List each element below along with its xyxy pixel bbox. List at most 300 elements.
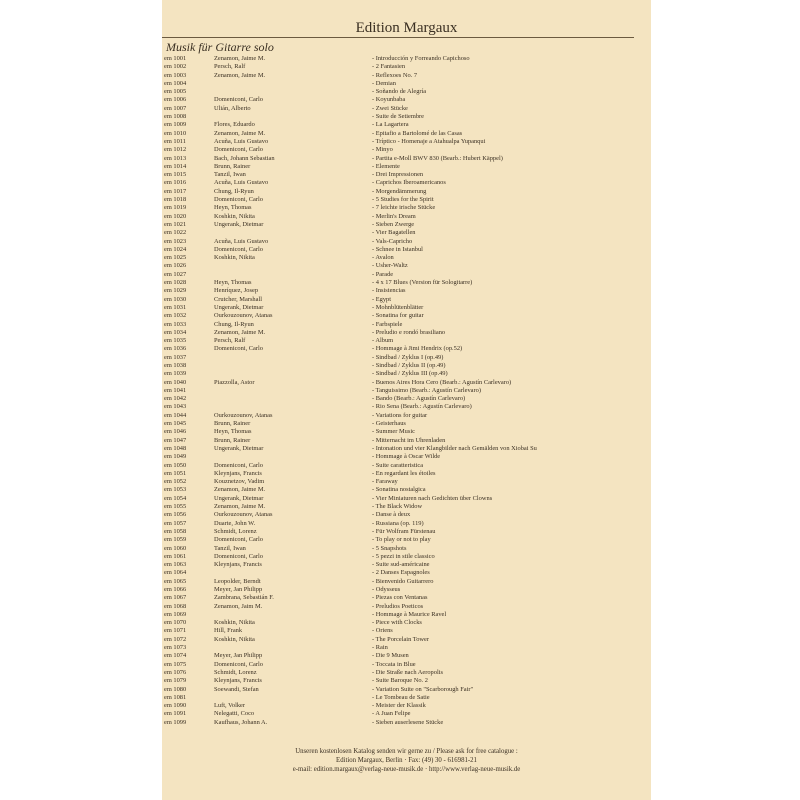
entry-number: em 1050 <box>164 461 187 469</box>
entry-title: - Sindbad / Zyklus I (op.49) <box>372 353 444 361</box>
entry-number: em 1064 <box>164 569 187 577</box>
catalog-entry <box>162 146 651 154</box>
entry-composer: Heyn, Thomas <box>214 428 252 436</box>
entry-title: - Odysseus <box>372 586 401 593</box>
entry-composer: Duarte, John W. <box>214 519 256 527</box>
catalog-entry <box>162 495 651 503</box>
entry-title: - Album <box>372 337 394 345</box>
entry-number: em 1051 <box>164 469 187 477</box>
entry-number: em 1075 <box>164 660 187 668</box>
catalog-entry <box>162 686 651 694</box>
catalog-entry <box>162 420 651 428</box>
entry-composer: Koshkin, Nikita <box>214 212 255 220</box>
entry-number: em 1032 <box>164 312 187 320</box>
entry-number: em 1040 <box>164 378 187 386</box>
entry-composer: Leopolder, Berndt <box>214 577 261 585</box>
entry-composer: Kleynjans, Francis <box>214 677 262 685</box>
entry-number: em 1076 <box>164 668 187 676</box>
entry-number: em 1071 <box>164 627 187 635</box>
entry-composer: Heyn, Thomas <box>214 279 252 287</box>
entry-title: - Oriens <box>372 627 393 635</box>
entry-composer: Zenamon, Jaime M. <box>214 503 266 511</box>
catalog-entry <box>162 561 651 569</box>
catalog-entry <box>162 403 651 411</box>
entry-number: em 1063 <box>164 561 187 569</box>
entry-composer: Chung, Il-Ryun <box>214 320 254 328</box>
catalog-entry <box>162 387 651 395</box>
entry-number: em 1019 <box>164 204 187 212</box>
entry-title: - Epitafio a Bartolomé de las Casas <box>372 129 463 137</box>
entry-number: em 1057 <box>164 519 187 527</box>
entry-title: - Preludio e rondó brasiliano <box>372 328 446 336</box>
entry-composer: Acuña, Luis Gustavo <box>214 179 269 187</box>
catalog-entry <box>162 677 651 685</box>
entry-composer: Meyer, Jan Philipp <box>214 586 263 593</box>
entry-composer: Schmidt, Lorenz <box>214 668 257 676</box>
catalog-entry <box>162 354 651 362</box>
catalog-entry <box>162 105 651 113</box>
entry-composer: Heyn, Thomas <box>214 204 252 212</box>
entry-composer: Bach, Johann Sebastian <box>214 154 275 162</box>
catalog-entry <box>162 652 651 660</box>
catalog-entry <box>162 453 651 461</box>
entry-title: - Le Tombeau de Satie <box>372 693 430 701</box>
entry-title: - Suite Baroque No. 2 <box>372 677 428 685</box>
entry-number: em 1080 <box>164 685 187 693</box>
entry-composer: Hill, Frank <box>214 627 243 635</box>
catalog-entry <box>162 329 651 337</box>
catalog-entry <box>162 586 651 594</box>
entry-number: em 1073 <box>164 644 187 652</box>
entry-composer: Kleynjans, Francis <box>214 469 262 477</box>
entry-title: - Variation Suite on "Scarborough Fair" <box>372 685 474 693</box>
entry-number: em 1053 <box>164 486 187 494</box>
entry-title: - Sonatina for guitar <box>372 312 424 320</box>
entry-number: em 1081 <box>164 693 187 701</box>
entry-number: em 1035 <box>164 337 187 345</box>
entry-title: - Geisterhaus <box>372 420 406 428</box>
entry-number: em 1059 <box>164 536 187 544</box>
entry-title: - Piezas con Ventanas <box>372 594 428 602</box>
entry-number: em 1055 <box>164 503 187 511</box>
catalog-entry <box>162 188 651 196</box>
entry-title: - Vier Miniaturen nach Gedichten über Clowns <box>372 494 493 502</box>
entry-title: - Faraway <box>372 478 398 486</box>
entry-number: em 1060 <box>164 544 187 552</box>
entry-title: - 5 pezzi in stile classico <box>372 552 435 560</box>
entry-composer: Brunn, Rainer <box>214 420 251 428</box>
catalog-entry <box>162 163 651 171</box>
catalog-entry <box>162 702 651 710</box>
entry-title: - En regardant les étoiles <box>372 469 436 477</box>
entry-composer: Ungerank, Dietmar <box>214 220 264 228</box>
entry-title: - Minyo <box>372 146 393 154</box>
catalog-entry <box>162 511 651 519</box>
catalog-entry <box>162 379 651 387</box>
catalog-entry <box>162 594 651 602</box>
catalog-entry <box>162 121 651 129</box>
entry-composer: Meyer, Jan Philipp <box>214 652 263 660</box>
footer-catalog-note: Unseren kostenlosen Katalog senden wir gerne zu / Please ask for free catalogue : <box>295 748 518 755</box>
catalog-entry <box>162 710 651 718</box>
catalog-entry <box>162 694 651 702</box>
catalog-entry <box>162 520 651 528</box>
entry-number: em 1027 <box>164 270 187 278</box>
entry-composer: Domeniconi, Carlo <box>214 660 263 668</box>
catalog-entry <box>162 619 651 627</box>
entry-number: em 1038 <box>164 361 187 369</box>
catalog-entry <box>162 362 651 370</box>
entry-composer: Acuña, Luis Gustavo <box>214 237 269 245</box>
entry-title: - Mohnblütenblätter <box>372 303 424 311</box>
entry-number: em 1031 <box>164 303 187 311</box>
entry-number: em 1018 <box>164 196 187 204</box>
catalog-entry <box>162 254 651 262</box>
entry-number: em 1007 <box>164 104 187 112</box>
catalog-entry <box>162 719 651 727</box>
entry-composer: Kouznetzov, Vadim <box>214 478 265 486</box>
catalog-entry <box>162 204 651 212</box>
entry-title: - Bienvenido Guitarrero <box>372 577 434 585</box>
entry-composer: Flores, Eduardo <box>214 121 255 129</box>
entry-title: - Partita e-Moll BWV 830 (Bearb.: Hubert Käppel) <box>372 154 503 162</box>
catalog-entry <box>162 271 651 279</box>
entry-number: em 1033 <box>164 320 187 328</box>
catalog-entry <box>162 528 651 536</box>
catalog-entry <box>162 644 651 652</box>
catalog-entry <box>162 196 651 204</box>
entry-title: - Egypt <box>372 295 391 303</box>
entry-number: em 1011 <box>164 137 186 145</box>
catalog-entry <box>162 238 651 246</box>
entry-title: - The Black Widow <box>372 503 423 511</box>
entry-number: em 1079 <box>164 677 187 685</box>
catalog-entry <box>162 312 651 320</box>
entry-title: - Hommage à Jimi Hendrix (op.52) <box>372 345 463 353</box>
entry-title: - Hommage à Oscar Wilde <box>372 453 441 461</box>
entry-number: em 1037 <box>164 353 187 361</box>
entry-title: - Suite caratteristica <box>372 461 424 469</box>
catalog-entry <box>162 155 651 163</box>
entry-number: em 1054 <box>164 494 187 502</box>
catalog-entry <box>162 569 651 577</box>
entry-number: em 1068 <box>164 602 187 610</box>
entry-title: - Die Straße nach Aeropolis <box>372 668 443 676</box>
entry-composer: Brunn, Rainer <box>214 162 251 170</box>
entry-title: - Suite de Setiembre <box>372 113 424 121</box>
catalog-entry <box>162 229 651 237</box>
entry-title: - Rain <box>372 644 388 652</box>
entry-number: em 1003 <box>164 71 187 79</box>
entry-composer: Schmidt, Lorenz <box>214 527 257 535</box>
entry-composer: Domeniconi, Carlo <box>214 345 263 353</box>
entry-composer: Zenamon, Jaime M. <box>214 55 266 62</box>
section-heading: Musik für Gitarre solo <box>166 40 274 54</box>
entry-title: - Morgendämmerung <box>372 187 427 195</box>
entry-composer: Zenamon, Jaime M. <box>214 328 266 336</box>
entry-title: - A Juan Felipe <box>372 710 411 718</box>
catalog-page <box>162 0 651 800</box>
catalog-entry <box>162 321 651 329</box>
entry-number: em 1056 <box>164 511 187 519</box>
entry-composer: Persch, Ralf <box>214 63 246 71</box>
entry-number: em 1042 <box>164 395 187 403</box>
entry-title: - Koyunbaba <box>372 96 406 104</box>
entry-title: - Elemente <box>372 162 400 170</box>
entry-composer: Ungerank, Dietmar <box>214 444 264 452</box>
catalog-entry <box>162 636 651 644</box>
catalog-entry <box>162 395 651 403</box>
entry-number: em 1009 <box>164 121 187 129</box>
catalog-entry <box>162 88 651 96</box>
catalog-entry <box>162 445 651 453</box>
entry-title: - Variations for guitar <box>372 411 428 419</box>
entry-title: - Mitternacht im Uhrenladen <box>372 436 446 444</box>
catalog-entry <box>162 503 651 511</box>
entry-title: - 2 Danses Espagnoles <box>372 569 430 577</box>
entry-number: em 1090 <box>164 702 187 710</box>
footer-contact: e-mail: edition.margaux@verlag-neue-musik.de · http://www.verlag-neue-musik.de <box>292 766 521 773</box>
entry-number: em 1058 <box>164 527 187 535</box>
entry-composer: Tanzil, Iwan <box>214 544 246 552</box>
entry-number: em 1004 <box>164 79 187 87</box>
entry-number: em 1016 <box>164 179 187 187</box>
entry-number: em 1010 <box>164 129 187 137</box>
entry-composer: Domeniconi, Carlo <box>214 536 263 544</box>
entry-number: em 1034 <box>164 328 187 336</box>
entry-composer: Zenamon, Jaim M. <box>214 602 263 610</box>
entry-title: - Summer Music <box>372 428 415 436</box>
entry-number: em 1048 <box>164 444 187 452</box>
entry-title: - The Porcelain Tower <box>372 635 429 643</box>
catalog-entry <box>162 470 651 478</box>
entry-title: - 2 Fantasien <box>372 63 406 71</box>
entry-composer: Domeniconi, Carlo <box>214 552 263 560</box>
entry-composer: Kaufhaus, Johann A. <box>214 718 268 726</box>
catalog-entry <box>162 462 651 470</box>
entry-title: - Für Wolfram Fürstenau <box>372 527 436 535</box>
entry-title: - Sonatina nostalgica <box>372 486 426 494</box>
catalog-entry <box>162 213 651 221</box>
entry-title: - Die 9 Musen <box>372 652 409 660</box>
entry-number: em 1047 <box>164 436 187 444</box>
entry-title: - Hommage à Maurice Ravel <box>372 610 447 618</box>
entry-composer: Brunn, Rainer <box>214 436 251 444</box>
catalog-entry <box>162 370 651 378</box>
catalog-entry <box>162 55 651 63</box>
catalog-entry <box>162 63 651 71</box>
catalog-entry <box>162 221 651 229</box>
footer <box>162 747 651 774</box>
entry-composer: Domeniconi, Carlo <box>214 245 263 253</box>
catalog-entry <box>162 279 651 287</box>
entry-number: em 1065 <box>164 577 187 585</box>
catalog-entry <box>162 113 651 121</box>
entry-number: em 1020 <box>164 212 187 220</box>
catalog-entry <box>162 578 651 586</box>
entry-title: - To play or not to play <box>372 536 431 544</box>
entry-number: em 1023 <box>164 237 187 245</box>
catalog-entry <box>162 603 651 611</box>
entry-composer: Ulián, Alberto <box>214 104 251 112</box>
entry-title: - Preludios Poeticos <box>372 602 424 610</box>
entry-title: - Suite sud-américaine <box>372 561 430 569</box>
entry-title: - Tríptico - Homenaje a Atahualpa Yupanqui <box>372 137 486 145</box>
entry-title: - Usher-Waltz <box>372 262 408 270</box>
entry-composer: Koshkin, Nikita <box>214 635 255 643</box>
entry-number: em 1099 <box>164 718 187 726</box>
entry-number: em 1022 <box>164 229 187 237</box>
entry-number: em 1069 <box>164 610 187 618</box>
entry-number: em 1001 <box>164 55 187 62</box>
entry-composer: Domeniconi, Carlo <box>214 196 263 204</box>
entry-number: em 1067 <box>164 594 187 602</box>
entry-number: em 1025 <box>164 254 187 262</box>
entry-title: - Danse à deux <box>372 511 411 519</box>
entry-number: em 1061 <box>164 552 187 560</box>
catalog-entry <box>162 345 651 353</box>
catalog-entry <box>162 296 651 304</box>
entry-title: - 4 x 17 Blues (Version für Sologitarre) <box>372 279 473 287</box>
catalog-entry <box>162 486 651 494</box>
entry-number: em 1043 <box>164 403 187 411</box>
entry-number: em 1014 <box>164 162 187 170</box>
entry-title: - Caprichos Iberoamericanos <box>372 179 446 187</box>
entry-title: - 7 leichte irische Stücke <box>372 204 436 212</box>
entry-number: em 1002 <box>164 63 187 71</box>
entry-number: em 1045 <box>164 420 187 428</box>
entry-title: - Sindbad / Zyklus III (op.49) <box>372 370 448 378</box>
catalog-entry <box>162 428 651 436</box>
footer-address: Edition Margaux, Berlin · Fax: (49) 30 - 616981-21 <box>336 757 477 764</box>
catalog-entry <box>162 304 651 312</box>
catalog-entry <box>162 661 651 669</box>
entry-title: - Farbspiele <box>372 320 403 328</box>
entry-title: - Reflexoes No. 7 <box>372 71 418 79</box>
entry-number: em 1041 <box>164 386 187 394</box>
entry-composer: Zenamon, Jaime M. <box>214 71 266 79</box>
entry-composer: Chung, Il-Ryun <box>214 187 254 195</box>
entry-number: em 1005 <box>164 88 187 96</box>
entry-number: em 1070 <box>164 619 187 627</box>
entry-composer: Zenamon, Jaime M. <box>214 129 266 137</box>
entry-number: em 1046 <box>164 428 187 436</box>
catalog-entry <box>162 171 651 179</box>
entry-number: em 1039 <box>164 370 187 378</box>
entry-title: - 5 Studies for the Spirit <box>372 196 434 204</box>
entry-number: em 1006 <box>164 96 187 104</box>
entry-number: em 1017 <box>164 187 187 195</box>
entry-title: - Sieben Zwerge <box>372 220 415 228</box>
catalog-entry <box>162 80 651 88</box>
entry-composer: Ourkouzounov, Atanas <box>214 511 273 519</box>
entry-title: - Meister der Klassik <box>372 702 426 710</box>
entry-composer: Nelegatti, Coco <box>214 710 255 718</box>
catalog-entry <box>162 138 651 146</box>
entry-number: em 1029 <box>164 287 187 295</box>
entry-title: - Piece with Clocks <box>372 619 422 627</box>
entry-number: em 1012 <box>164 146 187 154</box>
entry-title: - Sindbad / Zyklus II (op.49) <box>372 361 446 369</box>
entry-composer: Soewandi, Stefan <box>214 685 259 693</box>
entry-number: em 1013 <box>164 154 187 162</box>
title-divider <box>162 37 634 38</box>
entry-number: em 1030 <box>164 295 187 303</box>
entry-title: - Buenos Aires Hora Cero (Bearb.: Agustín Carlevaro) <box>372 378 512 386</box>
entry-title: - Drei Impressionen <box>372 171 424 179</box>
entry-title: - Intonation und vier Klangbilder nach Gemälden von Xiobai Su <box>372 444 537 452</box>
entry-composer: Tanzil, Iwan <box>214 171 246 179</box>
entry-composer: Koshkin, Nikita <box>214 619 255 627</box>
catalog-entry <box>162 287 651 295</box>
entry-number: em 1049 <box>164 453 187 461</box>
entry-number: em 1024 <box>164 245 187 253</box>
entry-title: - Soñando de Alegría <box>372 88 427 96</box>
entry-composer: Persch, Ralf <box>214 337 246 345</box>
publisher-title: Edition Margaux <box>355 20 458 36</box>
entry-composer: Ourkouzounov, Atanas <box>214 411 273 419</box>
entry-number: em 1072 <box>164 635 187 643</box>
entry-title: - 5 Snapshots <box>372 544 407 552</box>
catalog-entry <box>162 262 651 270</box>
entry-title: - Rio Sena (Bearb.: Agustín Carlevaro) <box>372 403 472 411</box>
entry-title: - Zwei Stücke <box>372 104 408 112</box>
entry-title: - Russiana (op. 119) <box>372 519 424 527</box>
entry-number: em 1044 <box>164 411 187 419</box>
catalog-entry <box>162 536 651 544</box>
entry-number: em 1015 <box>164 171 187 179</box>
entry-title: - Sieben auserlesene Stücke <box>372 718 444 726</box>
entry-number: em 1052 <box>164 478 187 486</box>
catalog-entry <box>162 545 651 553</box>
catalog-entry <box>162 337 651 345</box>
entry-number: em 1091 <box>164 710 187 718</box>
entry-title: - Demian <box>372 79 396 87</box>
entry-title: - Bando (Bearb.: Agustín Carlevaro) <box>372 395 466 403</box>
entry-composer: Henríquez, Josep <box>214 287 259 295</box>
entry-number: em 1026 <box>164 262 187 270</box>
entry-composer: Ungerank, Dietmar <box>214 303 264 311</box>
catalog-entry <box>162 627 651 635</box>
entry-composer: Piazzolla, Astor <box>214 378 255 386</box>
entry-title: - Vier Bagatellen <box>372 229 416 237</box>
entry-composer: Ungerank, Dietmar <box>214 494 264 502</box>
entry-title: - Introducción y Forreando Capichoso <box>372 55 470 62</box>
entry-composer: Acuña, Luis Gustavo <box>214 137 269 145</box>
entry-number: em 1021 <box>164 220 187 228</box>
entry-composer: Kleynjans, Francis <box>214 561 262 569</box>
catalog-list <box>162 55 651 727</box>
entry-title: - Vals-Capricho <box>372 237 413 245</box>
entry-title: - Merlin's Dream <box>372 212 416 220</box>
catalog-entry <box>162 412 651 420</box>
entry-composer: Ourkouzounov, Atanas <box>214 312 273 320</box>
entry-composer: Zambrana, Sebastián F. <box>214 594 274 602</box>
entry-title: - Parade <box>372 270 394 278</box>
entry-composer: Domeniconi, Carlo <box>214 96 263 104</box>
catalog-entry <box>162 611 651 619</box>
entry-title: - Toccata in Blue <box>372 660 416 668</box>
entry-composer: Zenamon, Jaime M. <box>214 486 266 494</box>
entry-number: em 1036 <box>164 345 187 353</box>
entry-composer: Crutcher, Marshall <box>214 295 263 303</box>
catalog-entry <box>162 179 651 187</box>
entry-number: em 1066 <box>164 586 187 593</box>
catalog-entry <box>162 437 651 445</box>
entry-number: em 1008 <box>164 113 187 121</box>
entry-composer: Koshkin, Nikita <box>214 254 255 262</box>
entry-number: em 1028 <box>164 279 187 287</box>
